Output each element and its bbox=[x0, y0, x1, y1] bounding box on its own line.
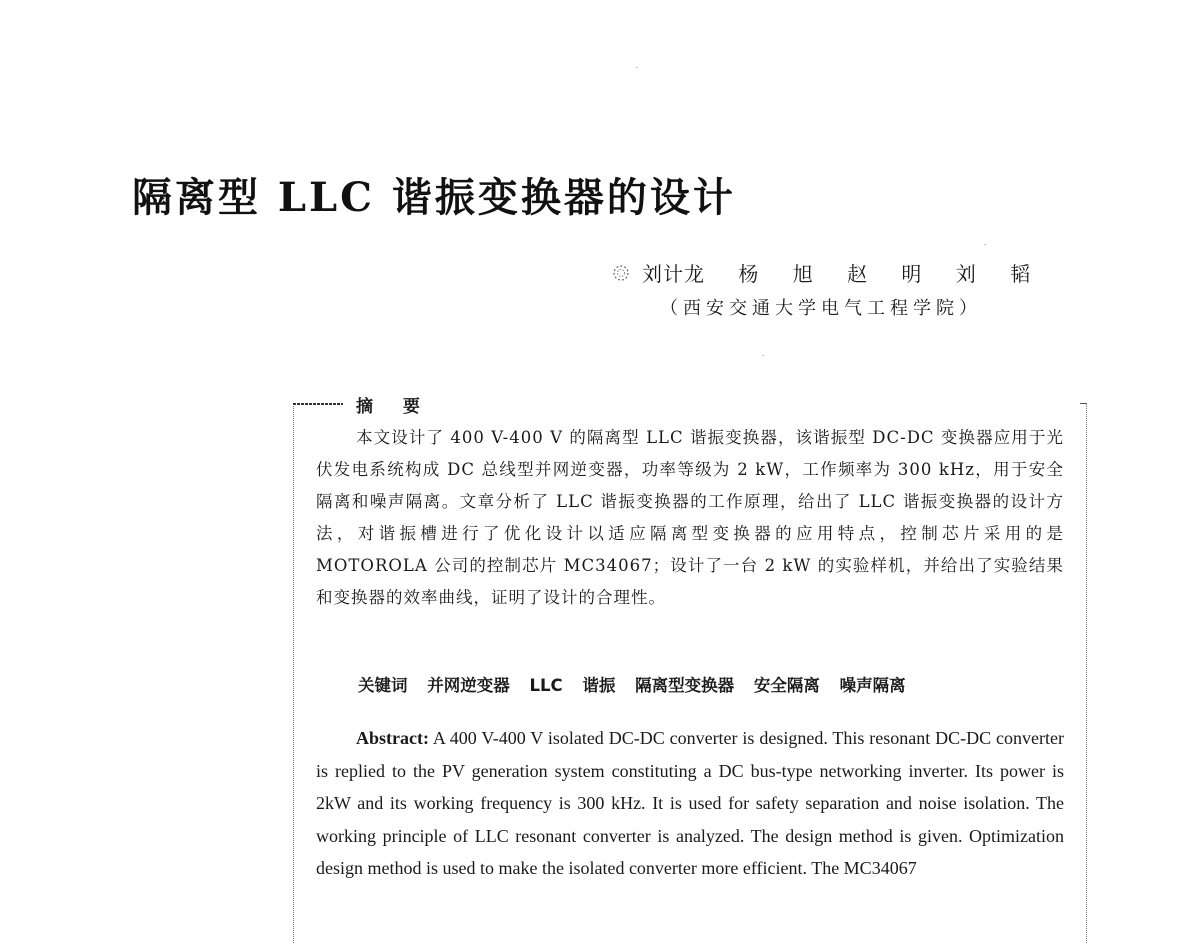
english-abstract bbox=[316, 722, 1064, 885]
scan-speck bbox=[636, 67, 638, 68]
chinese-abstract-text: 本文设计了 400 V-400 V 的隔离型 LLC 谐振变换器，该谐振型 DC-DC 变换器应用于光伏发电系统构成 DC 总线型并网逆变器，功率等级为 2 kW，工作频率为 300 kHz，用于安全隔离和噪声隔离。文章分析了 LLC 谐振变换器的工作原理，给出了 LLC 谐振变换器的设计方法，对谐振槽进行了优化设计以适应隔离型变换器的应用特点，控制芯片采用的是 MOTOROLA 公司的控制芯片 MC34067；设计了一台 2 kW 的实验样机，并给出了实验结果和变换器的效率曲线，证明了设计的合理性。 bbox=[316, 428, 1064, 607]
authors: 刘计龙 杨 旭 赵 明 刘 韬 bbox=[642, 262, 1032, 286]
keywords bbox=[358, 672, 906, 696]
english-abstract-text: A 400 V-400 V isolated DC-DC converter is designed. This resonant DC-DC converter is replied to the PV generation system constituting a DC bus-type networking inverter. Its power is 2kW and its working frequency is 300 kHz. It is used for safety separation and noise isolation. The working principle of LLC resonant converter is analyzed. The design method is given. Optimization design method is used to make the isolated converter more efficient. The MC34067 bbox=[316, 728, 1064, 878]
keywords-list: 并网逆变器 LLC 谐振 隔离型变换器 安全隔离 噪声隔离 bbox=[427, 676, 906, 695]
affiliation: （西安交通大学电气工程学院） bbox=[660, 298, 982, 319]
abstract-heading: 摘 要 bbox=[356, 397, 432, 417]
scan-speck bbox=[762, 355, 764, 356]
keywords-label: 关键词 bbox=[358, 676, 408, 695]
english-abstract-label: Abstract: bbox=[356, 728, 429, 748]
paper-title: 隔离型 LLC 谐振变换器的设计 bbox=[132, 174, 736, 221]
author-mark-icon bbox=[612, 264, 630, 282]
chinese-abstract bbox=[316, 422, 1064, 614]
author-block bbox=[612, 258, 1031, 287]
scan-speck bbox=[984, 244, 986, 245]
frame-corner-mark bbox=[293, 403, 343, 405]
frame-corner-mark-right bbox=[1080, 403, 1086, 404]
